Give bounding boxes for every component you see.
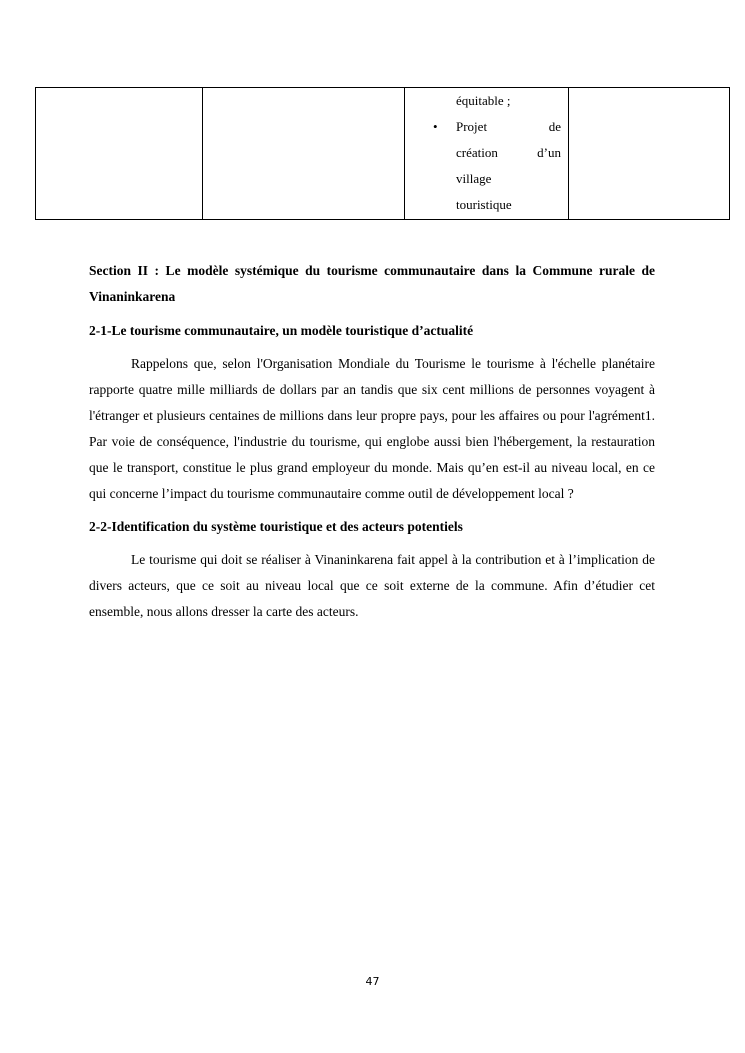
continuation-table (35, 87, 730, 220)
cell-word-projet: Projet (456, 119, 488, 134)
cell-line-village: village (456, 171, 492, 186)
cell-line-creation (456, 140, 561, 166)
paragraph-2-1: Rappelons que, selon l'Organisation Mondiale du Tourisme le tourisme à l'échelle planétaire rapporte quatre mille milliards de dollars par an tandis que six cent millions de personnes voyagent à l'étranger et plusieurs centaines de millions dans leur propre pays, pour les affaires ou pour l'agrément1. Par voie de conséquence, l'industrie du tourisme, qui englobe aussi bien l'hébergement, la restauration que le transport, constitue le plus grand employeur du monde. Mais qu’en est-il au niveau local, en ce qui concerne l’impact du tourisme communautaire comme outil de développement local ? (89, 356, 655, 501)
page-number: 47 (365, 975, 380, 988)
cell-line-projet (456, 114, 561, 140)
subsection-title-2-2: 2-2-Identification du système touristique et des acteurs potentiels (89, 519, 463, 534)
table-row (36, 88, 730, 220)
table-cell-projects (405, 88, 569, 220)
table-cell-empty-1 (36, 88, 203, 220)
cell-line-equitable: équitable ; (456, 93, 511, 108)
paragraph-2-2: Le tourisme qui doit se réaliser à Vinaninkarena fait appel à la contribution et à l’implication de divers acteurs, que ce soit au niveau local que ce soit externe de la commune. Afin d’étudier cet ensemble, nous allons dresser la carte des acteurs. (89, 552, 655, 619)
cell-word-creation: création (456, 145, 498, 160)
bullet-icon: • (433, 119, 438, 134)
table-cell-empty-2 (203, 88, 405, 220)
cell-word-dun: d’un (537, 145, 561, 160)
cell-line-touristique: touristique (456, 197, 512, 212)
document-body (89, 258, 655, 625)
cell-word-de: de (548, 119, 561, 134)
table-cell-empty-4 (569, 88, 730, 220)
section-title: Section II : Le modèle systémique du tourisme communautaire dans la Commune rurale de Vinaninkarena (89, 263, 655, 304)
subsection-title-2-1: 2-1-Le tourisme communautaire, un modèle touristique d’actualité (89, 323, 474, 338)
